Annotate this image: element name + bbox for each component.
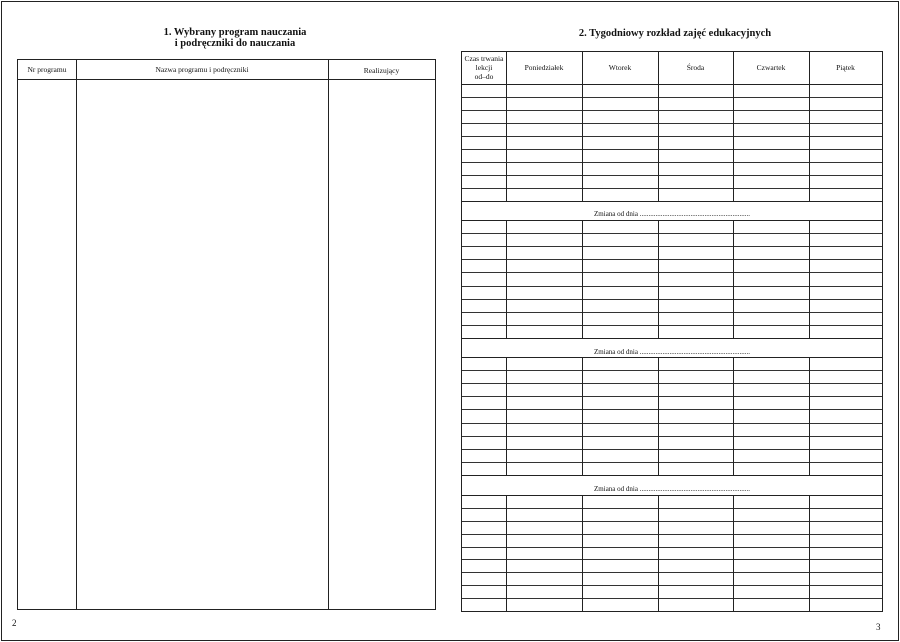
schedule-column-divider (506, 220, 507, 338)
schedule-row-line (462, 462, 882, 463)
schedule-column-divider (658, 495, 659, 611)
schedule-row-line (462, 149, 882, 150)
header-time-line1: Czas trwania (464, 54, 504, 63)
schedule-band-line (462, 338, 882, 339)
schedule-row-line (462, 396, 882, 397)
schedule-column-divider (658, 220, 659, 338)
schedule-row-line (462, 272, 882, 273)
schedule-row-line (462, 534, 882, 535)
schedule-row-line (462, 233, 882, 234)
header-realizujacy: Realizujący (363, 66, 400, 75)
header-time (462, 54, 506, 81)
change-date-row-3: Zmiana od dnia ............................................................... (594, 485, 750, 493)
schedule-row-line (462, 547, 882, 548)
header-thursday: Czwartek (756, 63, 786, 72)
header-friday: Piątek (836, 63, 855, 72)
schedule-column-divider (809, 52, 810, 201)
program-table (17, 59, 436, 610)
schedule-column-divider (733, 357, 734, 475)
schedule-row-line (462, 598, 882, 599)
schedule-header (462, 52, 882, 85)
header-nr-programu: Nr programu (27, 65, 67, 74)
schedule-row-line (462, 110, 882, 111)
schedule-row-line (462, 299, 882, 300)
header-time-line2: lekcji (475, 63, 493, 72)
schedule-row-line (462, 423, 882, 424)
schedule-row-line (462, 246, 882, 247)
schedule-column-divider (506, 495, 507, 611)
program-table-header (18, 60, 435, 80)
schedule-row-line (462, 521, 882, 522)
header-nazwa-programu: Nazwa programu i podręczniki (155, 65, 249, 74)
left-title-line2: i podręczniki do nauczania (174, 38, 296, 49)
schedule-band-line (462, 201, 882, 202)
page-number-right: 3 (876, 622, 881, 632)
left-title-line1: 1. Wybrany program nauczania (163, 27, 307, 38)
schedule-row-line (462, 312, 882, 313)
schedule-column-divider (582, 495, 583, 611)
schedule-row-line (462, 383, 882, 384)
schedule-row-line (462, 449, 882, 450)
schedule-row-line (462, 136, 882, 137)
header-time-line3: od–do (474, 72, 494, 81)
schedule-column-divider (809, 220, 810, 338)
schedule-column-divider (582, 357, 583, 475)
schedule-row-line (462, 559, 882, 560)
schedule-column-divider (506, 357, 507, 475)
header-tuesday: Wtorek (608, 63, 632, 72)
header-wednesday: Środa (686, 63, 705, 72)
schedule-column-divider (582, 220, 583, 338)
schedule-row-line (462, 162, 882, 163)
schedule-column-divider (809, 357, 810, 475)
schedule-column-divider (733, 495, 734, 611)
schedule-row-line (462, 585, 882, 586)
schedule-band-line (462, 220, 882, 221)
schedule-row-line (462, 286, 882, 287)
schedule-band-line (462, 357, 882, 358)
schedule-row-line (462, 188, 882, 189)
schedule-row-line (462, 123, 882, 124)
schedule-column-divider (658, 52, 659, 201)
right-title: 2. Tygodniowy rozkład zajęć edukacyjnych (578, 28, 772, 39)
schedule-column-divider (506, 52, 507, 201)
schedule-band-line (462, 495, 882, 496)
schedule-row-line (462, 175, 882, 176)
left-title (130, 27, 340, 49)
schedule-row-line (462, 409, 882, 410)
schedule-row-line (462, 436, 882, 437)
schedule-column-divider (658, 357, 659, 475)
schedule-column-divider (733, 52, 734, 201)
schedule-column-divider (809, 495, 810, 611)
page-number-left: 2 (12, 618, 17, 628)
schedule-row-line (462, 508, 882, 509)
program-table-body[interactable] (18, 80, 435, 609)
change-date-row-2: Zmiana od dnia ............................................................... (594, 348, 750, 356)
schedule-row-line (462, 325, 882, 326)
header-monday: Poniedziałek (524, 63, 564, 72)
schedule-column-divider (733, 220, 734, 338)
schedule-column-divider (582, 52, 583, 201)
change-date-row-1: Zmiana od dnia ............................................................... (594, 210, 750, 218)
schedule-row-line (462, 259, 882, 260)
schedule-row-line (462, 370, 882, 371)
schedule-row-line (462, 572, 882, 573)
schedule-band-line (462, 475, 882, 476)
schedule-table (461, 51, 883, 612)
schedule-row-line (462, 97, 882, 98)
